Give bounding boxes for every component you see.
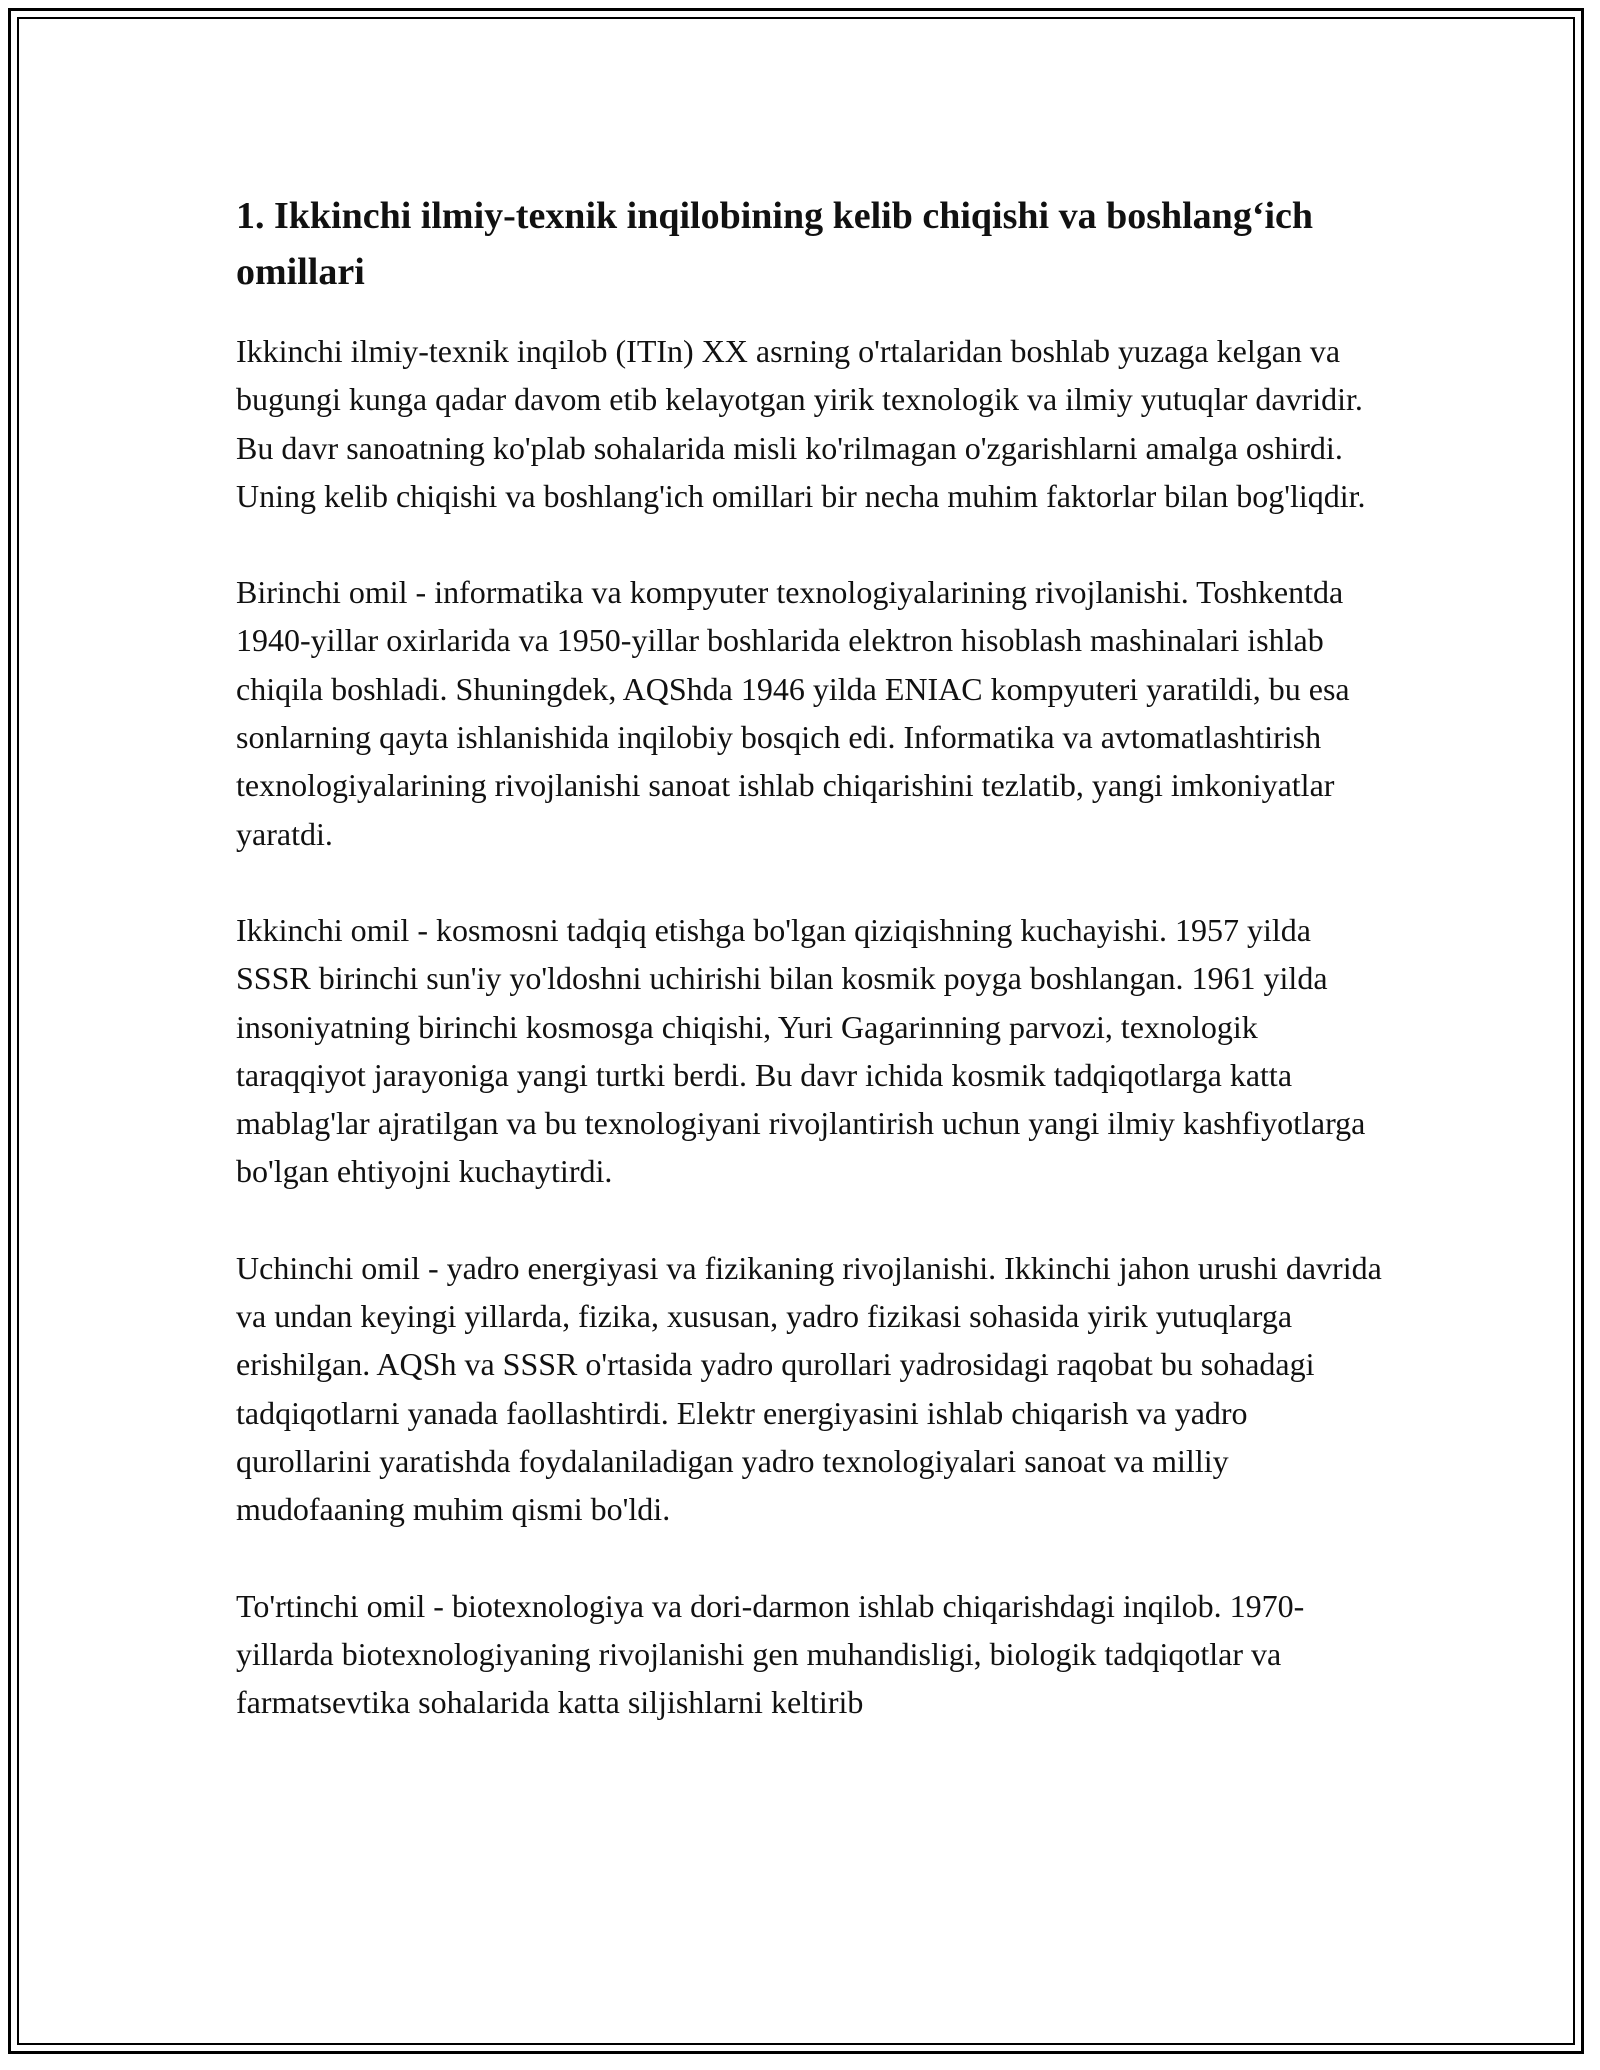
paragraph-fourth-factor: To'rtinchi omil - biotexnologiya va dori-darmon ishlab chiqarishdagi inqilob. 1970-yillarda biotexnologiyaning rivojlanishi gen muhandisligi, biologik tadqiqotlar va farmatsevtika sohalarida katta siljishlarni keltirib	[236, 1587, 1305, 1721]
paragraph-first-factor: Birinchi omil - informatika va kompyuter texnologiyalarining rivojlanishi. Toshkentda 1940-yillar oxirlarida va 1950-yillar boshlarida elektron hisoblash mashinalari ishlab chiqila boshladi. Shuningdek, AQShda 1946 yilda ENIAC kompyuteri yaratildi, bu esa sonlarning qayta ishlanishida inqilobiy bosqich edi. Informatika va avtomatlashtirish texnologiyalarining rivojlanishi sanoat ishlab chiqarishini tezlatib, yangi imkoniyatlar yaratdi.	[236, 574, 1350, 852]
paragraph-third-factor: Uchinchi omil - yadro energiyasi va fizikaning rivojlanishi. Ikkinchi jahon urushi davrida va undan keyingi yillarda, fizika, xususan, yadro fizikasi sohasida yirik yutuqlarga erishilgan. AQSh va SSSR o'rtasida yadro qurollari yadrosidagi raqobat bu sohadagi tadqiqotlarni yanada faollashtirdi. Elektr energiyasini ishlab chiqarish va yadro qurollarini yaratishda foydalaniladigan yadro texnologiyalari sanoat va milliy mudofaaning muhim qismi bo'ldi.	[236, 1249, 1382, 1528]
section-heading: 1. Ikkinchi ilmiy-texnik inqilobining kelib chiqishi va boshlang‘ich omillari	[236, 195, 1314, 293]
document-body	[236, 188, 1386, 1774]
paragraph-second-factor: Ikkinchi omil - kosmosni tadqiq etishga bo'lgan qiziqishning kuchayishi. 1957 yilda SSSR birinchi sun'iy yo'ldoshni uchirishi bilan kosmik poyga boshlangan. 1961 yilda insoniyatning birinchi kosmosga chiqishi, Yuri Gagarinning parvozi, texnologik taraqqiyot jarayoniga yangi turtki berdi. Bu davr ichida kosmik tadqiqotlarga katta mablag'lar ajratilgan va bu texnologiyani rivojlantirish uchun yangi ilmiy kashfiyotlarga bo'lgan ehtiyojni kuchaytirdi.	[236, 911, 1366, 1190]
paragraph-intro: Ikkinchi ilmiy-texnik inqilob (ITIn) XX asrning o'rtalaridan boshlab yuzaga kelgan va bugungi kunga qadar davom etib kelayotgan yirik texnologik va ilmiy yutuqlar davridir. Bu davr sanoatning ko'plab sohalarida misli ko'rilmagan o'zgarishlarni amalga oshirdi. Uning kelib chiqishi va boshlang'ich omillari bir necha muhim faktorlar bilan bog'liqdir.	[236, 333, 1366, 514]
